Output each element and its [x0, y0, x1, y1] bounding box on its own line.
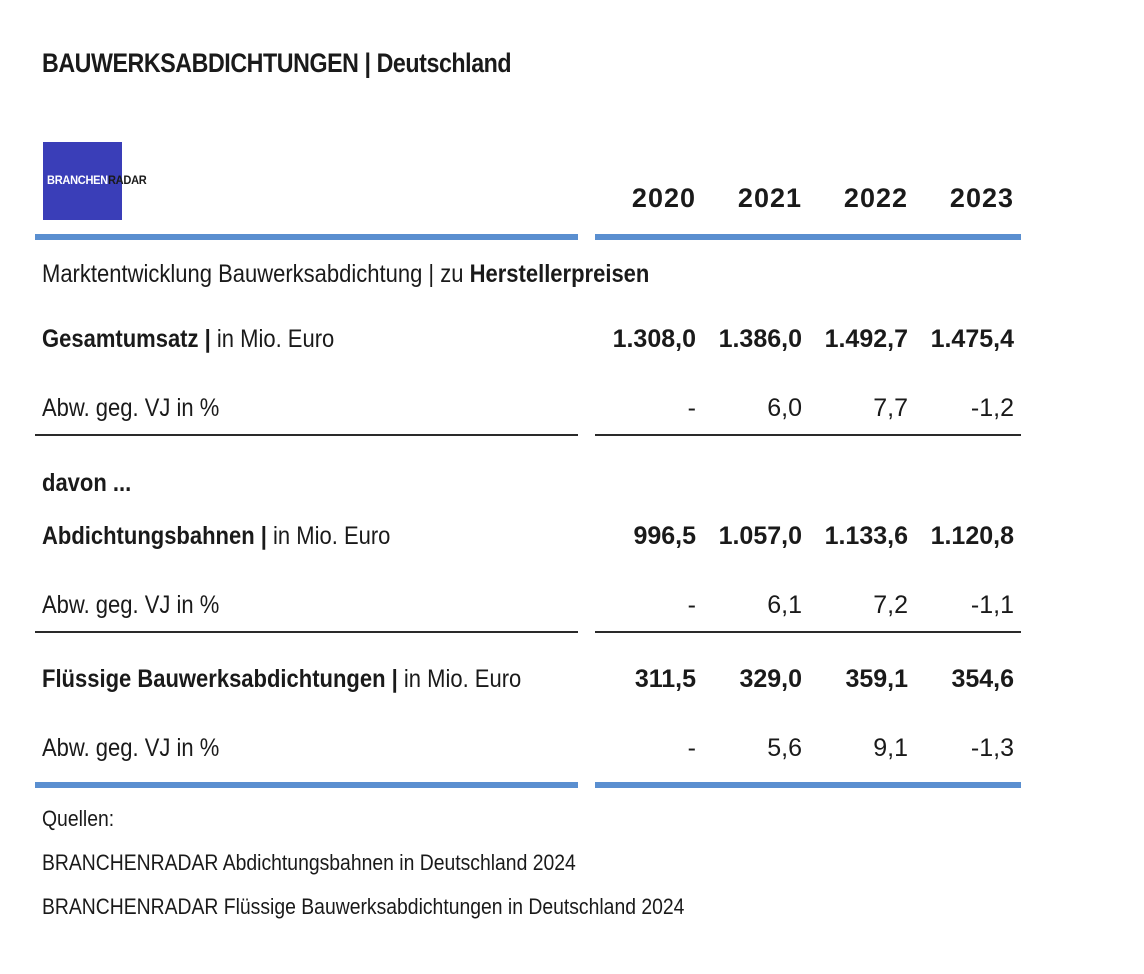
table-cell: 9,1 — [873, 734, 908, 762]
row-label-change: Abw. geg. VJ in % — [42, 734, 220, 762]
header-divider-right — [595, 234, 1021, 240]
table-cell: 329,0 — [739, 665, 802, 693]
table-cell: 311,5 — [634, 665, 696, 693]
table-cell: 1.308,0 — [612, 325, 696, 353]
table-cell: - — [687, 734, 696, 762]
row-label-unit: in Mio. Euro — [210, 325, 335, 353]
row-label-unit: in Mio. Euro — [397, 665, 522, 693]
logo-text-part1: BRANCHEN — [47, 173, 108, 187]
table-cell: - — [687, 591, 696, 619]
table-cell: 7,2 — [873, 591, 908, 619]
column-header-2021: 2021 — [737, 183, 802, 213]
row-label-gesamtumsatz — [42, 325, 334, 354]
table-cell: 5,6 — [767, 734, 802, 762]
table-cell: 1.492,7 — [824, 325, 908, 353]
logo-text — [47, 173, 146, 187]
table-cell: 354,6 — [951, 665, 1014, 693]
column-header-2023: 2023 — [949, 183, 1014, 213]
table-cell: -1,1 — [970, 591, 1014, 619]
row-label-fluessige — [42, 665, 521, 694]
table-cell: 1.133,6 — [824, 522, 908, 550]
row-label-unit: in Mio. Euro — [266, 522, 391, 550]
sources-heading: Quellen: — [42, 806, 115, 831]
table-cell: - — [687, 394, 696, 422]
table-cell: 359,1 — [845, 665, 908, 693]
davon-label: davon ... — [42, 469, 132, 497]
table-cell: 1.475,4 — [930, 325, 1014, 353]
table-cell: 1.057,0 — [718, 522, 802, 550]
row-label-change: Abw. geg. VJ in % — [42, 394, 220, 422]
row-divider-left — [35, 434, 578, 436]
table-cell: 1.120,8 — [930, 522, 1014, 550]
row-label-bold: Flüssige Bauwerksabdichtungen | — [42, 665, 398, 693]
source-line: BRANCHENRADAR Abdichtungsbahnen in Deutschland 2024 — [42, 850, 576, 875]
section-heading-emphasis: Herstellerpreisen — [469, 260, 650, 288]
row-label-change: Abw. geg. VJ in % — [42, 591, 220, 619]
table-cell: -1,2 — [970, 394, 1014, 422]
table-cell: 7,7 — [873, 394, 908, 422]
table-cell: -1,3 — [970, 734, 1014, 762]
column-header-2022: 2022 — [843, 183, 908, 213]
table-cell: 6,0 — [767, 394, 802, 422]
row-label-bold: Gesamtumsatz | — [42, 325, 211, 353]
column-header-2020: 2020 — [631, 183, 696, 213]
row-label-bold: Abdichtungsbahnen | — [42, 522, 267, 550]
header-divider-left — [35, 234, 578, 240]
row-divider-right — [595, 434, 1021, 436]
section-heading-prefix: Marktentwicklung Bauwerksabdichtung | zu — [42, 260, 470, 288]
table-cell: 6,1 — [767, 591, 802, 619]
page-title: BAUWERKSABDICHTUNGEN | Deutschland — [42, 48, 512, 78]
footer-divider-right — [595, 782, 1021, 788]
section-heading — [42, 260, 649, 289]
row-label-abdichtungsbahnen — [42, 522, 390, 551]
row-divider-right — [595, 631, 1021, 633]
table-cell: 996,5 — [633, 522, 696, 550]
row-divider-left — [35, 631, 578, 633]
footer-divider-left — [35, 782, 578, 788]
source-line: BRANCHENRADAR Flüssige Bauwerksabdichtungen in Deutschland 2024 — [42, 894, 685, 919]
table-cell: 1.386,0 — [718, 325, 802, 353]
logo-text-part2: RADAR — [107, 173, 147, 187]
